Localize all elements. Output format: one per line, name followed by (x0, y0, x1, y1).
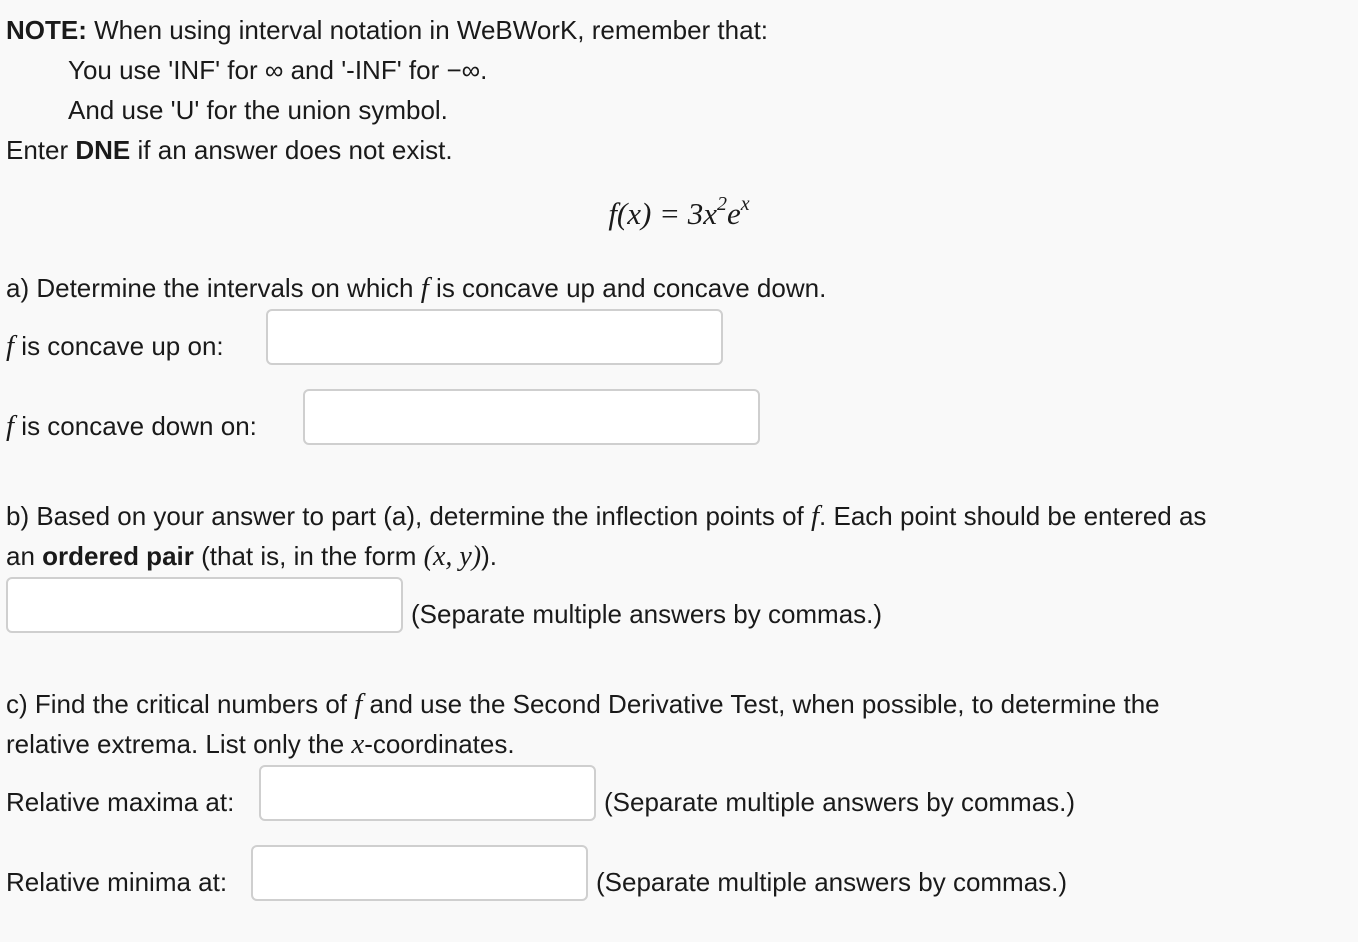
part-b-post: . Each point should be entered as (819, 501, 1207, 531)
concave-up-label (6, 330, 224, 362)
concave-up-input[interactable] (266, 309, 723, 365)
part-b-var: f (810, 500, 820, 532)
part-b-question-line2 (6, 540, 497, 573)
part-c-question-line1 (6, 688, 1160, 720)
part-b-line2-post: ). (481, 541, 498, 571)
relative-minima-hint: (Separate multiple answers by commas.) (596, 867, 1068, 897)
relative-minima-input[interactable] (251, 845, 588, 901)
part-c-line2-pre: relative extrema. List only the (6, 729, 352, 759)
part-b-line2-pre: an (6, 541, 43, 571)
concave-down-text: is concave down on: (14, 411, 257, 441)
inflection-hint: (Separate multiple answers by commas.) (411, 599, 883, 629)
dne-pre: Enter (6, 135, 76, 165)
relative-maxima-label: Relative maxima at: (6, 787, 235, 817)
concave-down-input[interactable] (303, 389, 760, 445)
formula-e: e (727, 196, 741, 231)
concave-up-text: is concave up on: (14, 331, 224, 361)
part-c-line2-post: -coordinates. (364, 729, 515, 759)
note-intro (6, 14, 768, 46)
dne-keyword: DNE (75, 135, 131, 165)
part-a-var: f (420, 272, 429, 304)
part-a-post: is concave up and concave down. (428, 273, 827, 303)
part-b-question-line1 (6, 500, 1206, 532)
part-c-line2-var: x (351, 728, 365, 760)
inflection-points-input[interactable] (6, 577, 403, 633)
part-c-pre: c) Find the critical numbers of (6, 689, 355, 719)
formula-exponent-2: 2 (717, 193, 728, 215)
note-intro-text: When using interval notation in WeBWorK, remember that: (86, 15, 769, 45)
part-a-pre: a) Determine the intervals on which (6, 273, 421, 303)
formula-lhs: f(x) = 3x (608, 196, 718, 231)
note-union-line: And use 'U' for the union symbol. (68, 95, 448, 125)
formula-exponent-x: x (740, 193, 750, 215)
part-c-post: and use the Second Derivative Test, when possible, to determine the (362, 689, 1160, 719)
part-b-pre: b) Based on your answer to part (a), determine the inflection points of (6, 501, 811, 531)
concave-down-label (6, 410, 257, 442)
relative-maxima-input[interactable] (259, 765, 596, 821)
concave-down-var: f (6, 410, 15, 442)
note-label: NOTE: (6, 15, 87, 45)
part-b-line2-mid: (that is, in the form (193, 541, 424, 571)
part-c-question-line2 (6, 728, 515, 760)
part-c-var: f (354, 688, 363, 720)
note-dne (6, 134, 453, 166)
relative-minima-label: Relative minima at: (6, 867, 228, 897)
concave-up-var: f (6, 330, 15, 362)
relative-maxima-hint: (Separate multiple answers by commas.) (604, 787, 1076, 817)
part-a-question (6, 272, 826, 304)
ordered-pair-term: ordered pair (42, 541, 194, 571)
ordered-pair-math: (x, y) (423, 541, 482, 572)
note-inf-line: You use 'INF' for ∞ and '-INF' for −∞. (68, 55, 488, 85)
function-formula (0, 194, 1358, 234)
dne-post: if an answer does not exist. (130, 135, 453, 165)
